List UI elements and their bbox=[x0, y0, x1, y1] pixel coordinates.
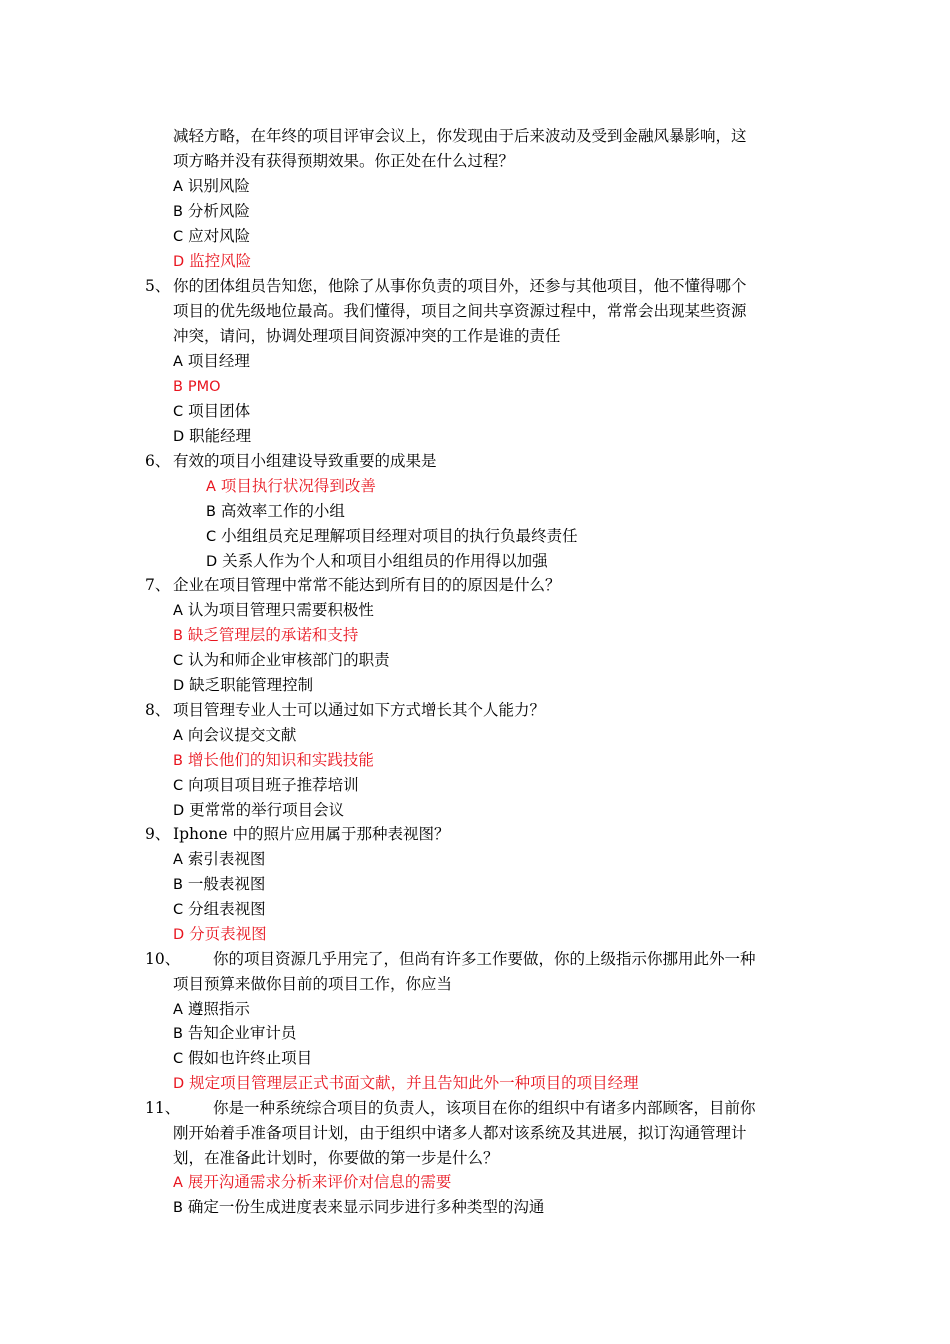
answer-option: B 确定一份生成进度表来显示同步进行多种类型的沟通 bbox=[173, 1198, 545, 1216]
question-text-line: 你的团体组员告知您，他除了从事你负责的项目外，还参与其他项目，他不懂得哪个 bbox=[173, 277, 747, 295]
answer-option-correct: B 增长他们的知识和实践技能 bbox=[173, 751, 374, 769]
answer-option: A 向会议提交文献 bbox=[173, 726, 297, 744]
answer-option-correct: B PMO bbox=[173, 379, 221, 395]
answer-option: A 项目经理 bbox=[173, 352, 250, 370]
question-text-line: 有效的项目小组建设导致重要的成果是 bbox=[173, 452, 437, 470]
question-text-line: 项目的优先级地位最高。我们懂得，项目之间共享资源过程中，常常会出现某些资源 bbox=[173, 302, 747, 320]
answer-option: C 分组表视图 bbox=[173, 900, 266, 918]
answer-option: A 索引表视图 bbox=[173, 850, 266, 868]
answer-option: C 假如也许终止项目 bbox=[173, 1049, 313, 1067]
answer-option: C 应对风险 bbox=[173, 227, 251, 245]
answer-option: D 缺乏职能管理控制 bbox=[173, 676, 314, 694]
question-text-line: 你是一种系统综合项目的负责人，该项目在你的组织中有诸多内部顾客，目前你 bbox=[213, 1099, 756, 1117]
answer-option-correct: A 项目执行状况得到改善 bbox=[206, 477, 376, 495]
answer-option: C 项目团体 bbox=[173, 402, 251, 420]
question-number: 7、 bbox=[145, 576, 171, 594]
question-number: 10、 bbox=[145, 950, 181, 968]
question-text-line: 划，在准备此计划时，你要做的第一步是什么？ bbox=[173, 1149, 499, 1167]
question-number: 5、 bbox=[145, 277, 171, 295]
question-number: 6、 bbox=[145, 452, 171, 470]
answer-option: D 职能经理 bbox=[173, 427, 252, 445]
question-number: 8、 bbox=[145, 701, 171, 719]
answer-option-correct: D 监控风险 bbox=[173, 252, 252, 270]
question-text-line: 刚开始着手准备项目计划，由于组织中诸多人都对该系统及其进展，拟订沟通管理计 bbox=[173, 1124, 747, 1142]
answer-option: B 高效率工作的小组 bbox=[206, 502, 345, 520]
question-text-line: Iphone 中的照片应用属于那种表视图？ bbox=[173, 825, 450, 843]
question-text-line: 冲突，请问，协调处理项目间资源冲突的工作是谁的责任 bbox=[173, 327, 561, 345]
answer-option: B 分析风险 bbox=[173, 202, 250, 220]
question-text-line: 项目预算来做你目前的项目工作，你应当 bbox=[173, 975, 453, 993]
question-text-line: 减轻方略，在年终的项目评审会议上，你发现由于后来波动及受到金融风暴影响，这 bbox=[173, 127, 747, 145]
question-text-line: 企业在项目管理中常常不能达到所有目的的原因是什么？ bbox=[173, 576, 561, 594]
answer-option: C 认为和师企业审核部门的职责 bbox=[173, 651, 390, 669]
answer-option: C 向项目项目班子推荐培训 bbox=[173, 776, 359, 794]
answer-option: A 遵照指示 bbox=[173, 1000, 250, 1018]
answer-option: A 识别风险 bbox=[173, 177, 250, 195]
answer-option: B 一般表视图 bbox=[173, 875, 266, 893]
answer-option-correct: D 分页表视图 bbox=[173, 925, 267, 943]
question-text-line: 项目管理专业人士可以通过如下方式增长其个人能力？ bbox=[173, 701, 546, 719]
answer-option: C 小组组员充足理解项目经理对项目的执行负最终责任 bbox=[206, 527, 578, 545]
question-number: 11、 bbox=[145, 1099, 181, 1117]
answer-option-correct: B 缺乏管理层的承诺和支持 bbox=[173, 626, 359, 644]
question-text-line: 项方略并没有获得预期效果。你正处在什么过程？ bbox=[173, 152, 515, 170]
answer-option: D 更常常的举行项目会议 bbox=[173, 801, 345, 819]
answer-option: D 关系人作为个人和项目小组组员的作用得以加强 bbox=[206, 552, 548, 570]
question-text-line: 你的项目资源几乎用完了，但尚有许多工作要做，你的上级指示你挪用此外一种 bbox=[213, 950, 756, 968]
answer-option: A 认为项目管理只需要积极性 bbox=[173, 601, 374, 619]
answer-option: B 告知企业审计员 bbox=[173, 1024, 297, 1042]
answer-option-correct: A 展开沟通需求分析来评价对信息的需要 bbox=[173, 1173, 452, 1191]
question-number: 9、 bbox=[145, 825, 171, 843]
answer-option-correct: D 规定项目管理层正式书面文献，并且告知此外一种项目的项目经理 bbox=[173, 1074, 639, 1092]
